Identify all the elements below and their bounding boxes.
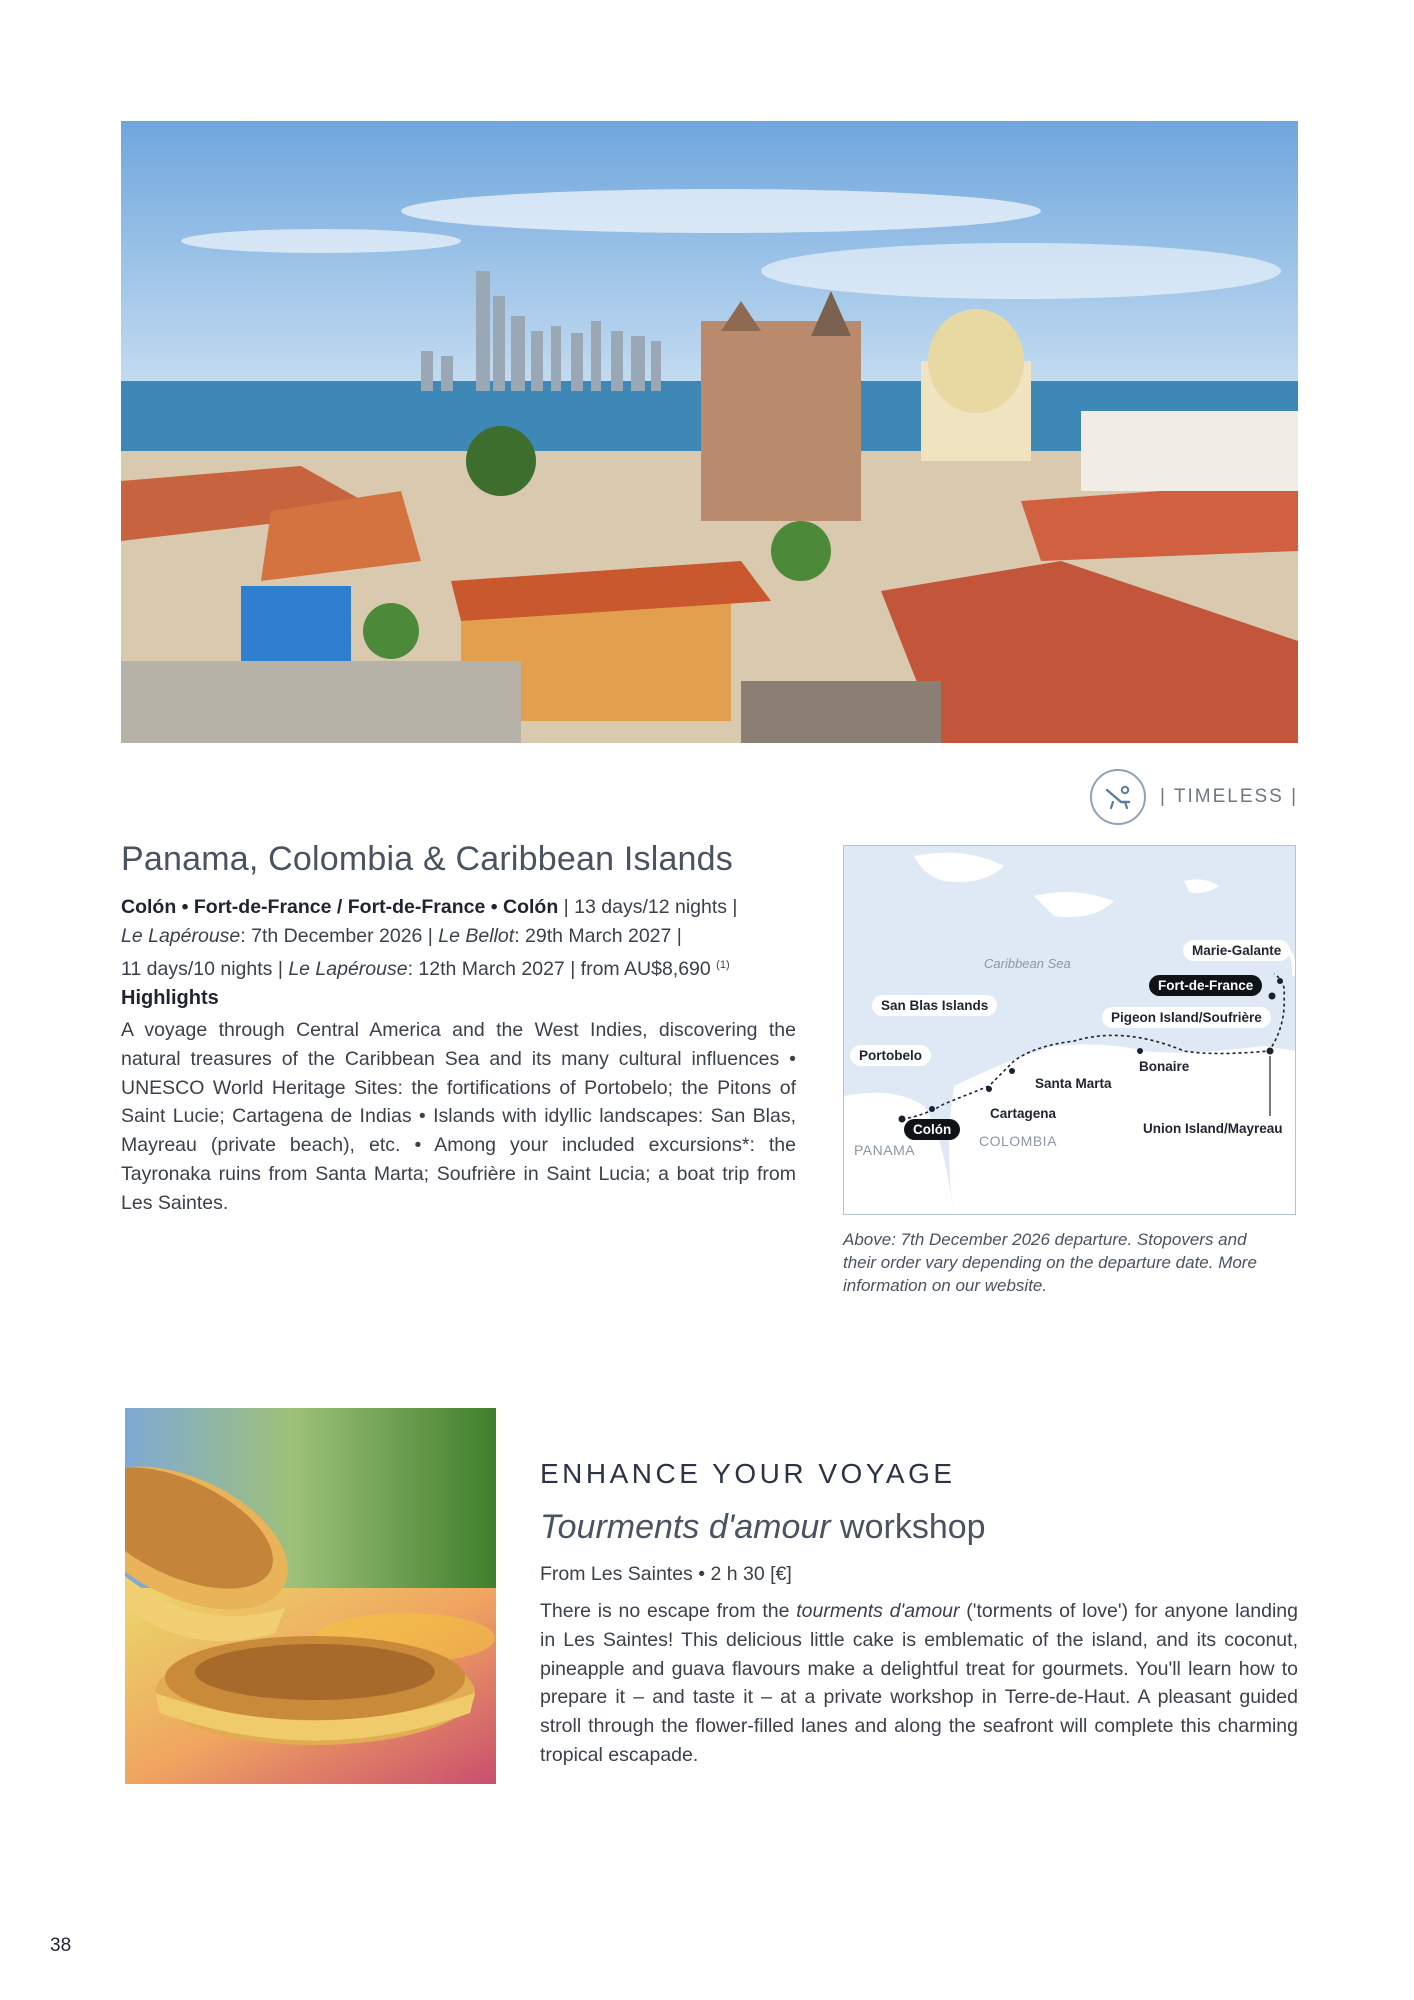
- trip-title: Panama, Colombia & Caribbean Islands: [121, 840, 733, 878]
- map-sea-label: Caribbean Sea: [984, 956, 1071, 971]
- enhance-subtitle: [540, 1508, 986, 1547]
- enhance-subtitle-rest: workshop: [830, 1508, 986, 1546]
- footnote-ref: (1): [716, 959, 730, 971]
- map-stop-cartagena: Cartagena: [981, 1103, 1065, 1124]
- route: Colón • Fort-de-France / Fort-de-France • Colón: [121, 896, 559, 918]
- ship-3: Le Lapérouse: [288, 958, 408, 980]
- map-stop-santa-marta: Santa Marta: [1026, 1073, 1121, 1094]
- highlights-text: A voyage through Central America and the West Indies, discovering the natural treasures of the Caribbean Sea and its many cultural influences • UNESCO World Heritage Sites: the fortifications of Portobelo; the Pitons of Saint Lucie; Cartagena de Indias • Islands with idyllic landscapes: San Blas, Mayreau (private beach), etc. • Among your included excursions*: the Tayronaka ruins from Santa Marta; Soufrière in Saint Lucia; a boat trip from Les Saintes.: [121, 1019, 796, 1214]
- map-stop-portobelo: Portobelo: [850, 1045, 931, 1066]
- enhance-meta: From Les Saintes • 2 h 30 [€]: [540, 1563, 792, 1585]
- map-stop-san-blas: San Blas Islands: [872, 995, 997, 1016]
- duration-2: 11 days/10 nights |: [121, 958, 289, 980]
- enhance-heading: ENHANCE YOUR VOYAGE: [540, 1458, 956, 1489]
- ship-1: Le Lapérouse: [121, 925, 241, 947]
- page-number: 38: [50, 1935, 72, 1956]
- map-caption: Above: 7th December 2026 departure. Stopovers and their order vary depending on the departure date. More information on our website.: [843, 1230, 1257, 1295]
- category-tag: [1090, 768, 1298, 826]
- map-country-colombia: COLOMBIA: [979, 1133, 1057, 1149]
- category-label: | TIMELESS |: [1160, 786, 1299, 807]
- ship-2: Le Bellot: [438, 925, 515, 947]
- enhance-description: [540, 1597, 1298, 1770]
- duration-1: | 13 days/12 nights |: [558, 896, 738, 918]
- route-map: [843, 845, 1296, 1215]
- enhance-desc-part-1: There is no escape from the: [540, 1600, 797, 1622]
- date-3-price: : 12th March 2027 | from AU$8,690: [407, 958, 717, 980]
- enhance-desc-italic: tourments d'amour: [796, 1600, 960, 1622]
- map-stop-marie-galante: Marie-Galante: [1183, 940, 1290, 961]
- map-land: [844, 846, 1296, 1215]
- date-2: : 29th March 2027 |: [514, 925, 682, 947]
- map-stop-fort-de-france: Fort-de-France: [1149, 975, 1262, 996]
- map-country-panama: PANAMA: [854, 1142, 916, 1158]
- enhance-subtitle-italic: Tourments d'amour: [540, 1508, 831, 1546]
- date-1: : 7th December 2026 |: [240, 925, 439, 947]
- hero-photo-cartagena: [121, 121, 1298, 743]
- sun-lounger-icon: [1090, 769, 1146, 825]
- highlights-heading: Highlights: [121, 987, 219, 1009]
- map-stop-colon: Colón: [904, 1119, 960, 1140]
- enhance-desc-part-2: ('torments of love') for anyone landing in Les Saintes! This delicious little cake is emblematic of the island, and its coconut, pineapple and guava flavours make a delightful treat for gourmets. You'll learn how to prepare it – and taste it – at a private workshop in Terre-de-Haut. A pleasant guided stroll through the flower-filled lanes and along the seafront will complete this charming tropical escapade.: [540, 1600, 1298, 1766]
- itinerary-details: [121, 893, 801, 984]
- map-stop-bonaire: Bonaire: [1130, 1056, 1198, 1077]
- tourments-damour-cake-photo: [125, 1408, 496, 1784]
- map-stop-pigeon-island: Pigeon Island/Soufrière: [1102, 1007, 1271, 1028]
- map-stop-union-island: Union Island/Mayreau: [1134, 1118, 1292, 1139]
